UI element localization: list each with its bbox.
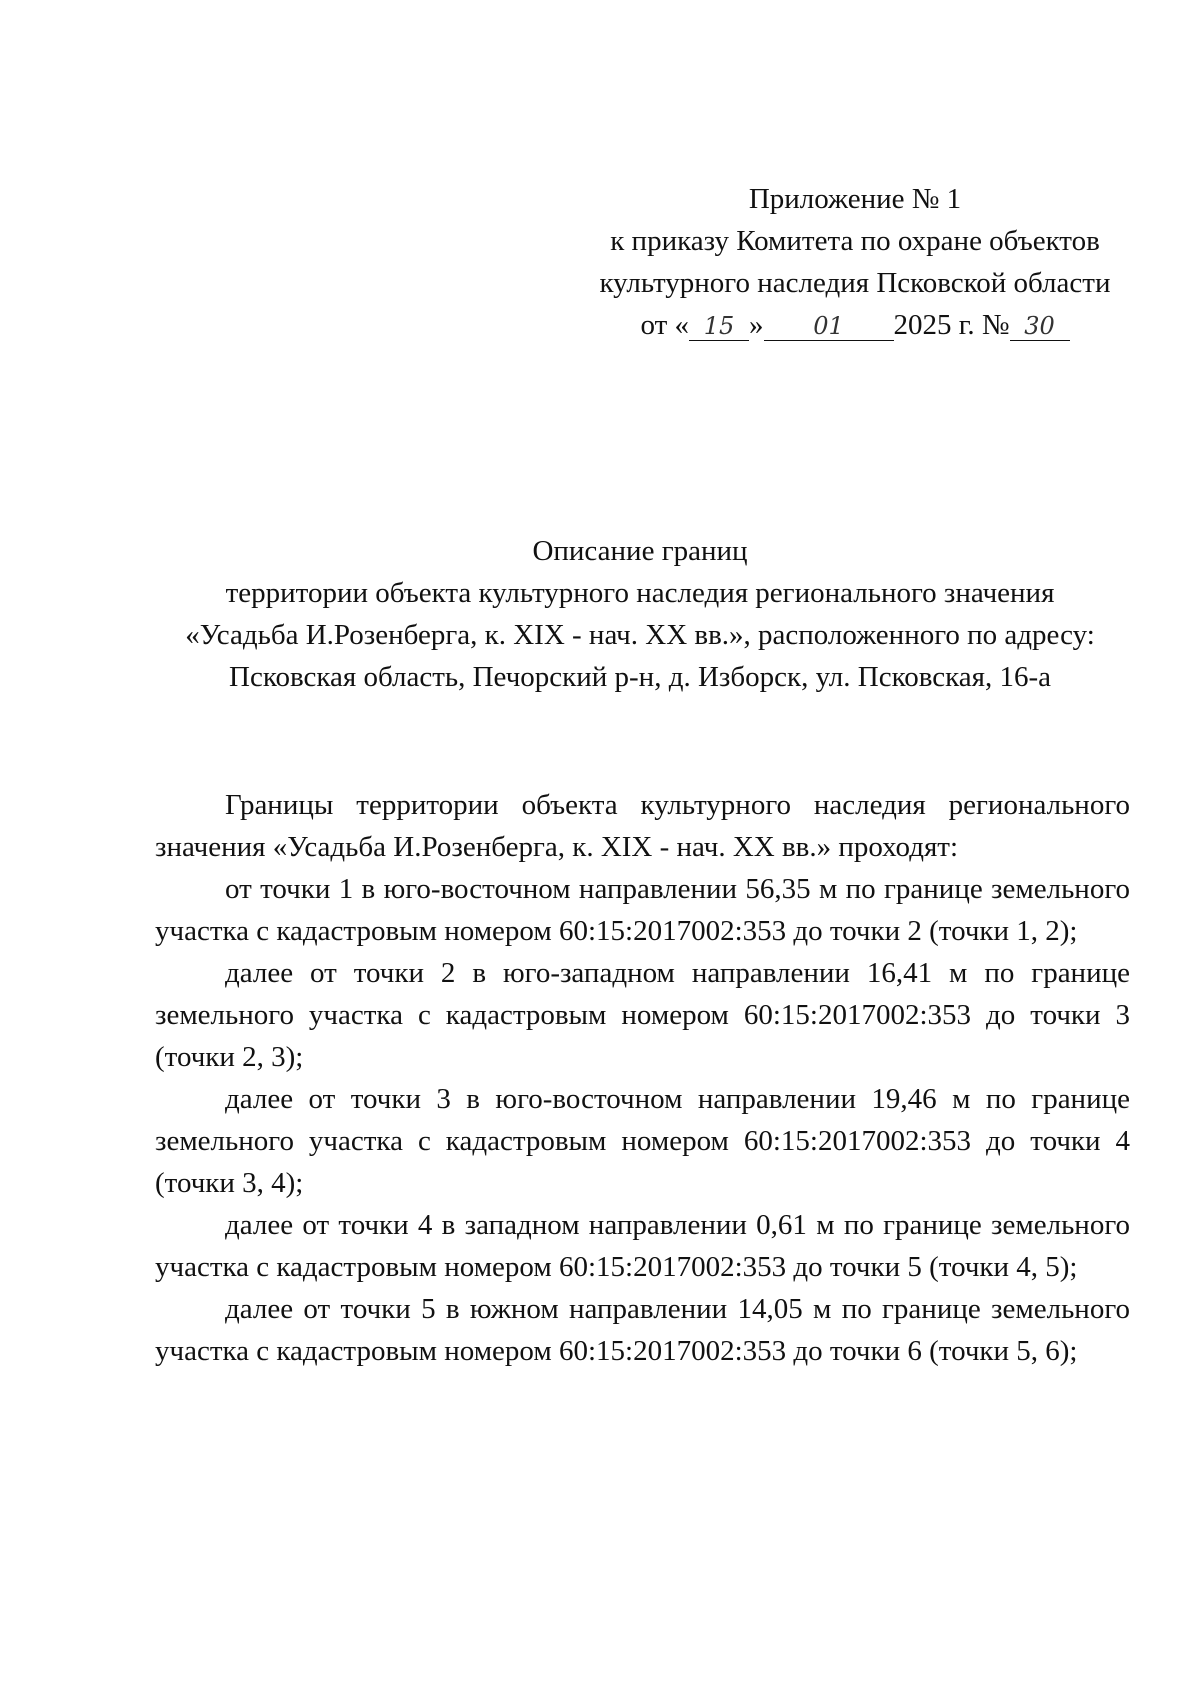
date-prefix: от « (640, 309, 689, 341)
boundary-segment: далее от точки 4 в западном направлении 0,61 м по границе земельного участка с кадастровым номером 60:15:2017002:353 до точки 5 (точки 4, 5); (155, 1209, 1130, 1283)
year-text: 2025 г. № (893, 309, 1010, 341)
boundary-segment: далее от точки 2 в юго-западном направлении 16,41 м по границе земельного участка с кадастровым номером 60:15:2017002:353 до точки 3 (точки 2, 3); (155, 957, 1130, 1073)
appendix-title: Приложение № 1 (748, 183, 962, 215)
title-line-3: «Усадьба И.Розенберга, к. XIX - нач. XX вв.», расположенного по адресу: (185, 619, 1095, 651)
boundary-segment: от точки 1 в юго-восточном направлении 56,35 м по границе земельного участка с кадастровым номером 60:15:2017002:353 до точки 2 (точки 1, 2); (155, 873, 1130, 947)
handwritten-month: 01 (764, 312, 894, 341)
title-line-1: Описание границ (532, 535, 748, 567)
boundary-segment: далее от точки 5 в южном направлении 14,05 м по границе земельного участка с кадастровым номером 60:15:2017002:353 до точки 6 (точки 5, 6); (155, 1293, 1130, 1367)
document-title (150, 530, 1130, 698)
intro-paragraph: Границы территории объекта культурного наследия регионального значения «Усадьба И.Розенберга, к. XIX - нач. XX вв.» проходят: (155, 789, 1130, 863)
title-line-4: Псковская область, Печорский р-н, д. Изборск, ул. Псковская, 16-а (229, 661, 1051, 693)
handwritten-day: 15 (689, 312, 749, 341)
title-line-2: территории объекта культурного наследия регионального значения (225, 577, 1055, 609)
appendix-committee: культурного наследия Псковской области (599, 267, 1111, 299)
document-body (155, 784, 1130, 1372)
appendix-date-line (590, 304, 1120, 346)
appendix-order-ref: к приказу Комитета по охране объектов (610, 225, 1100, 257)
quote-close: » (749, 309, 764, 341)
handwritten-number: 30 (1010, 312, 1070, 341)
boundary-segment: далее от точки 3 в юго-восточном направлении 19,46 м по границе земельного участка с кадастровым номером 60:15:2017002:353 до точки 4 (точки 3, 4); (155, 1083, 1130, 1199)
appendix-header (590, 178, 1120, 346)
